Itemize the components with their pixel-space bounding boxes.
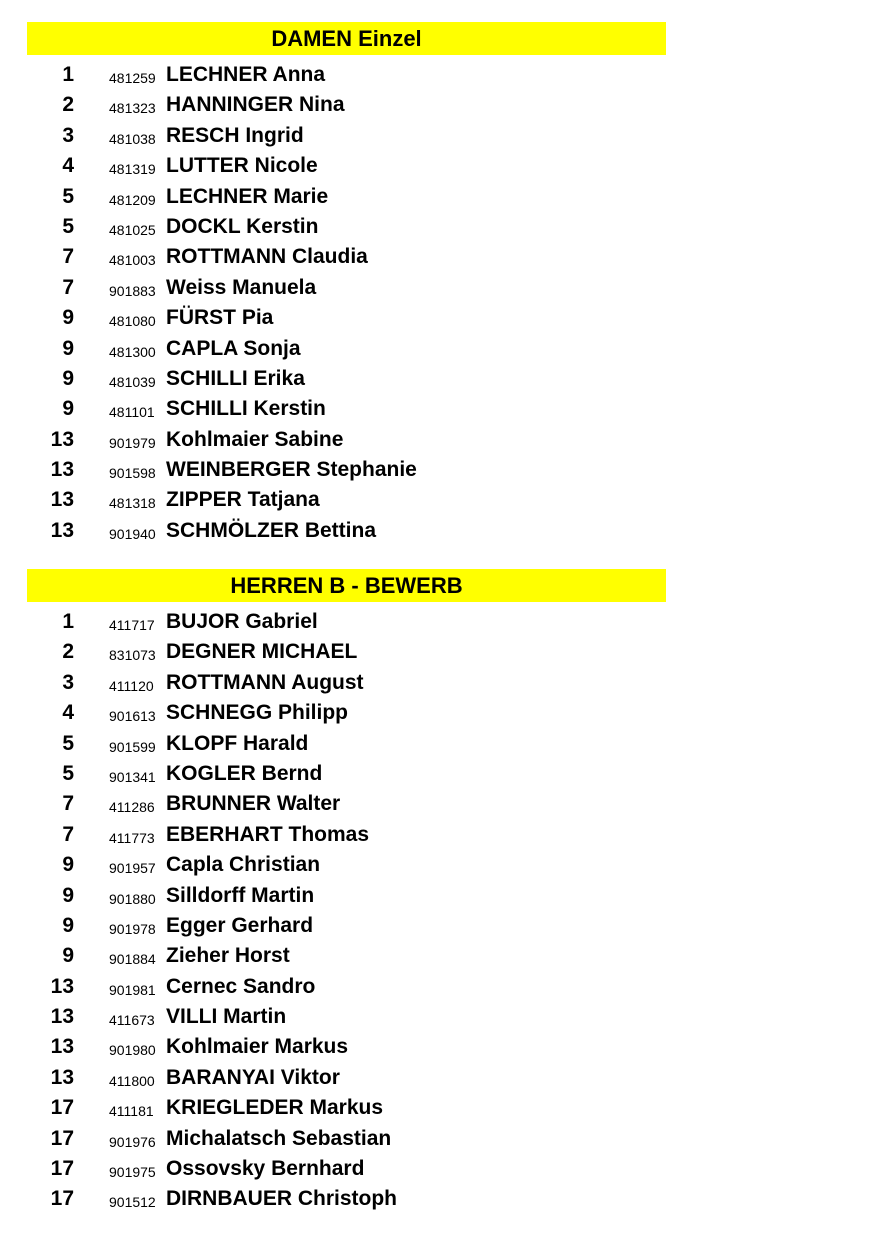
rank: 5	[62, 761, 74, 785]
player-id: 901341	[109, 768, 156, 785]
player-id: 411717	[109, 617, 155, 633]
player-name: KLOPF Harald	[166, 731, 309, 755]
player-id: 831073	[109, 647, 156, 664]
player-name: BRUNNER Walter	[166, 792, 341, 816]
rank: 13	[50, 974, 74, 998]
list-item	[0, 212, 890, 242]
player-name: DEGNER MICHAEL	[166, 640, 358, 664]
rank: 9	[62, 336, 74, 360]
player-id: 901883	[109, 282, 156, 299]
player-name: BUJOR Gabriel	[166, 610, 318, 633]
player-name: SCHILLI Erika	[166, 366, 305, 390]
player-name: HANNINGER Nina	[166, 93, 345, 117]
rank: 17	[50, 1126, 74, 1150]
rank: 13	[50, 427, 74, 451]
rank: 3	[62, 670, 74, 694]
player-id: 411120	[109, 677, 154, 694]
player-id: 901976	[109, 1133, 156, 1150]
list-item	[0, 303, 890, 333]
rank: 13	[50, 518, 74, 542]
player-name: BARANYAI Viktor	[166, 1065, 340, 1089]
player-id: 901940	[109, 525, 156, 542]
list-item	[0, 1063, 890, 1093]
player-name: DOCKL Kerstin	[166, 214, 319, 238]
player-id: 901978	[109, 920, 156, 937]
rank: 9	[62, 913, 74, 937]
rank: 9	[62, 944, 74, 968]
rank: 7	[62, 822, 74, 846]
player-name: KRIEGLEDER Markus	[166, 1096, 384, 1120]
player-name: FÜRST Pia	[166, 306, 274, 330]
player-name: SCHMÖLZER Bettina	[166, 518, 376, 542]
player-id: 901512	[109, 1194, 156, 1211]
player-id: 481101	[109, 404, 155, 421]
list-item	[0, 668, 890, 698]
player-name: SCHILLI Kerstin	[166, 397, 326, 421]
player-name: LECHNER Anna	[166, 63, 326, 86]
player-id: 901957	[109, 860, 156, 877]
rank: 5	[62, 184, 74, 208]
player-name: RESCH Ingrid	[166, 123, 304, 147]
player-id: 481080	[109, 313, 156, 330]
player-name: Zieher Horst	[166, 944, 290, 968]
rank: 17	[50, 1096, 74, 1120]
section-title: HERREN B - BEWERB	[27, 569, 666, 602]
rank: 13	[50, 1065, 74, 1089]
rank: 13	[50, 1035, 74, 1059]
player-name: SCHNEGG Philipp	[166, 701, 349, 725]
rank: 1	[62, 610, 74, 633]
player-name: EBERHART Thomas	[166, 822, 370, 846]
player-id: 901613	[109, 708, 156, 725]
player-name: Capla Christian	[166, 853, 321, 877]
list-item	[0, 364, 890, 394]
player-name: ROTTMANN Claudia	[166, 245, 368, 269]
list-item	[0, 941, 890, 971]
player-id: 411286	[109, 799, 155, 816]
list-item	[0, 485, 890, 515]
player-id: 481003	[109, 252, 156, 269]
player-id: 901598	[109, 465, 156, 482]
player-name: WEINBERGER Stephanie	[166, 458, 417, 482]
rank: 2	[62, 93, 74, 117]
rank: 7	[62, 245, 74, 269]
player-id: 411673	[109, 1012, 155, 1029]
player-id: 481318	[109, 495, 156, 512]
list-item	[0, 820, 890, 850]
player-id: 481300	[109, 343, 156, 360]
list-item	[0, 729, 890, 759]
player-id: 411800	[109, 1072, 155, 1089]
player-name: Silldorff Martin	[166, 883, 315, 907]
list-item	[0, 1032, 890, 1062]
list-item	[0, 789, 890, 819]
list-item	[0, 881, 890, 911]
list-item	[0, 850, 890, 880]
player-name: LECHNER Marie	[166, 184, 329, 208]
player-id: 901975	[109, 1164, 156, 1181]
player-id: 481323	[109, 100, 156, 117]
player-id: 481319	[109, 161, 156, 178]
list-item	[0, 242, 890, 272]
rank: 3	[62, 123, 74, 147]
section-title: DAMEN Einzel	[27, 22, 666, 55]
player-id: 481259	[109, 70, 156, 86]
results-list	[0, 607, 890, 1215]
player-name: Cernec Sandro	[166, 974, 316, 998]
list-item	[0, 151, 890, 181]
player-id: 901980	[109, 1042, 156, 1059]
player-name: ZIPPER Tatjana	[166, 488, 320, 512]
list-item	[0, 455, 890, 485]
list-item	[0, 972, 890, 1002]
rank: 9	[62, 397, 74, 421]
player-id: 481209	[109, 191, 156, 208]
list-item	[0, 1184, 890, 1214]
list-item	[0, 759, 890, 789]
player-id: 481039	[109, 373, 156, 390]
rank: 17	[50, 1187, 74, 1211]
player-id: 411773	[109, 829, 155, 846]
list-item	[0, 516, 890, 546]
player-id: 481038	[109, 130, 156, 147]
rank: 9	[62, 853, 74, 877]
player-name: ROTTMANN August	[166, 670, 364, 694]
player-name: KOGLER Bernd	[166, 761, 323, 785]
rank: 1	[62, 63, 74, 86]
player-name: Kohlmaier Sabine	[166, 427, 344, 451]
player-name: Egger Gerhard	[166, 913, 314, 937]
list-item	[0, 394, 890, 424]
list-item	[0, 911, 890, 941]
player-id: 411181	[109, 1103, 154, 1120]
rank: 4	[62, 154, 74, 178]
list-item	[0, 1124, 890, 1154]
rank: 4	[62, 701, 74, 725]
player-id: 901880	[109, 890, 156, 907]
list-item	[0, 273, 890, 303]
list-item	[0, 425, 890, 455]
results-list	[0, 60, 890, 546]
rank: 7	[62, 275, 74, 299]
player-name: DIRNBAUER Christoph	[166, 1187, 397, 1211]
list-item	[0, 182, 890, 212]
list-item	[0, 637, 890, 667]
player-name: VILLI Martin	[166, 1005, 287, 1029]
rank: 9	[62, 306, 74, 330]
player-id: 481025	[109, 221, 156, 238]
rank: 7	[62, 792, 74, 816]
list-item	[0, 698, 890, 728]
list-item	[0, 1154, 890, 1184]
list-item	[0, 334, 890, 364]
rank: 5	[62, 731, 74, 755]
player-name: Michalatsch Sebastian	[166, 1126, 392, 1150]
player-name: Weiss Manuela	[166, 275, 317, 299]
list-item	[0, 90, 890, 120]
player-name: Ossovsky Bernhard	[166, 1157, 365, 1181]
rank: 9	[62, 883, 74, 907]
rank: 17	[50, 1157, 74, 1181]
player-id: 901979	[109, 434, 156, 451]
player-name: Kohlmaier Markus	[166, 1035, 349, 1059]
player-name: CAPLA Sonja	[166, 336, 301, 360]
rank: 13	[50, 1005, 74, 1029]
list-item	[0, 607, 890, 637]
player-id: 901884	[109, 951, 156, 968]
rank: 13	[50, 458, 74, 482]
rank: 9	[62, 366, 74, 390]
rank: 5	[62, 214, 74, 238]
rank: 2	[62, 640, 74, 664]
player-id: 901599	[109, 738, 156, 755]
player-name: LUTTER Nicole	[166, 154, 318, 178]
rank: 13	[50, 488, 74, 512]
list-item	[0, 1002, 890, 1032]
player-id: 901981	[109, 981, 156, 998]
list-item	[0, 60, 890, 90]
list-item	[0, 1093, 890, 1123]
list-item	[0, 121, 890, 151]
